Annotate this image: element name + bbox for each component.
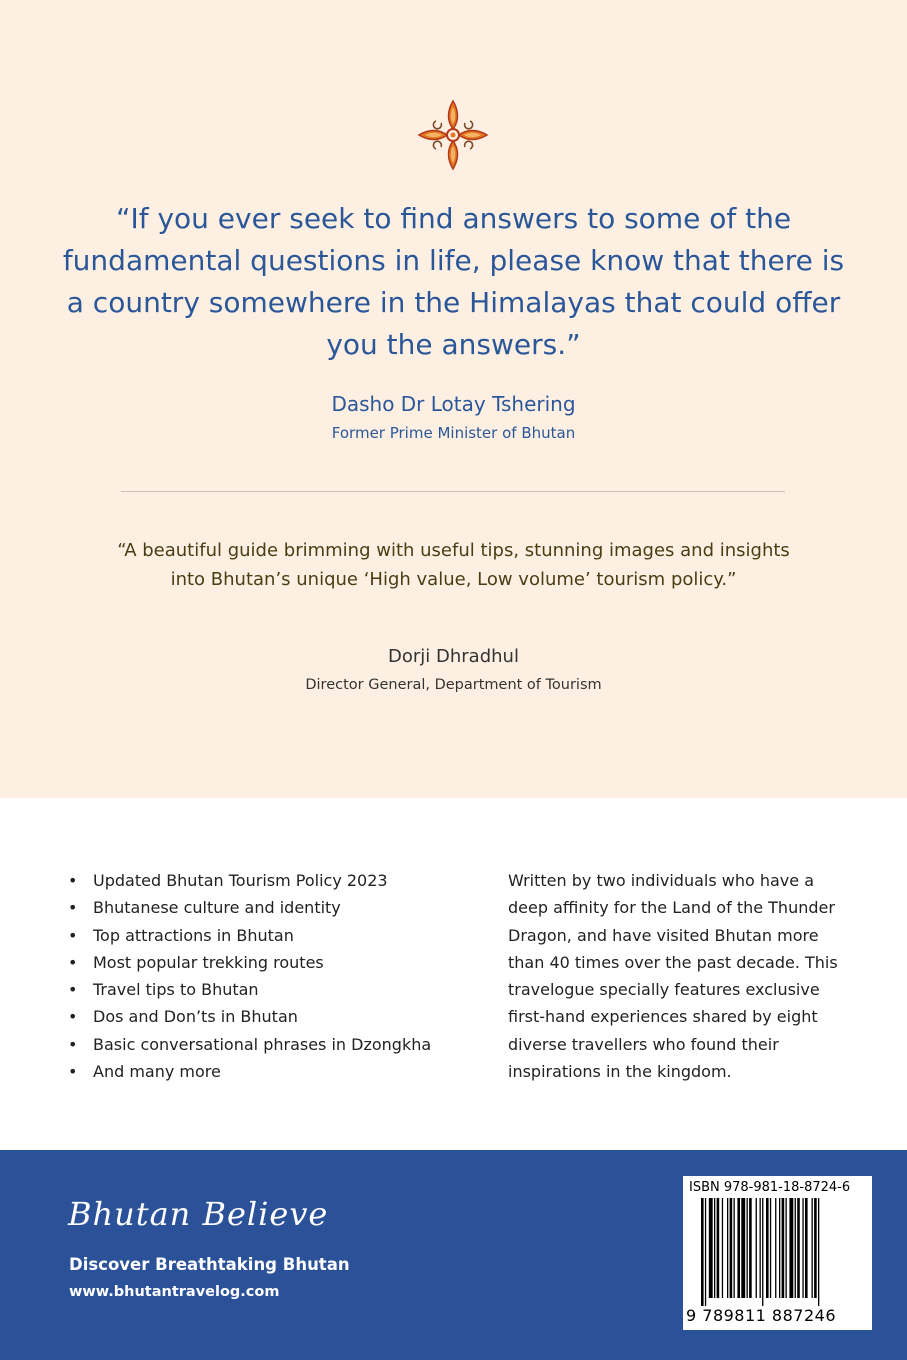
feature-list <box>68 867 431 1085</box>
secondary-quote-author-role: Director General, Department of Tourism <box>305 677 602 693</box>
barcode-bar <box>747 1198 748 1298</box>
list-item: • Updated Bhutan Tourism Policy 2023 <box>68 867 431 894</box>
bullet-icon: • <box>68 925 78 945</box>
barcode-bar <box>779 1198 780 1298</box>
barcode-bar <box>795 1198 796 1298</box>
list-item: • Top attractions in Bhutan <box>68 922 431 949</box>
barcode-bar <box>766 1198 769 1298</box>
barcode-bar <box>737 1198 740 1298</box>
bullet-icon: • <box>68 871 78 890</box>
barcode-bar <box>722 1198 723 1298</box>
tagline: Discover Breathtaking Bhutan <box>69 1255 350 1274</box>
bullet-icon: • <box>68 1034 78 1054</box>
bullet-icon: • <box>68 952 78 972</box>
barcode-bar <box>789 1198 793 1298</box>
list-item: • Basic conversational phrases in Dzongkha <box>68 1031 431 1058</box>
barcode-bar <box>705 1198 706 1306</box>
section-divider <box>121 491 785 492</box>
barcode-bar <box>782 1198 785 1298</box>
bullet-icon: • <box>68 1007 78 1027</box>
barcode-bar <box>717 1198 720 1298</box>
barcode-bar <box>802 1198 803 1298</box>
barcode-bar <box>741 1198 745 1298</box>
barcode-bar <box>701 1198 704 1306</box>
barcode-bar <box>786 1198 787 1298</box>
barcode-bar <box>714 1198 715 1298</box>
website-link[interactable]: www.bhutantravelog.com <box>69 1284 280 1300</box>
main-quote: “If you ever seek to find answers to some of the fundamental questions in life, please know that there is a country somewhere in the Himalayas that could offer you the answers.” <box>62 202 845 361</box>
quote-author: Dasho Dr Lotay Tshering <box>331 392 576 416</box>
barcode-bar <box>775 1198 776 1298</box>
book-description: Written by two individuals who have a deep affinity for the Land of the Thunder Dragon, and have visited Bhutan more than 40 times over the past decade. This travelogue specially features exclusive first-hand experiences shared by eight diverse travellers who found their inspirations in the kingdom. <box>508 871 838 1082</box>
list-item: • And many more <box>68 1058 431 1085</box>
barcode-bar <box>797 1198 800 1298</box>
barcode-bar <box>818 1198 819 1306</box>
list-item: • Most popular trekking routes <box>68 949 431 976</box>
flower-emblem-icon <box>417 98 489 172</box>
barcode-bar <box>760 1198 761 1298</box>
barcode-icon <box>701 1198 856 1306</box>
secondary-quote: “A beautiful guide brimming with useful tips, stunning images and insights into Bhutan’s unique ‘High value, Low volume’ tourism policy.” <box>117 540 790 590</box>
barcode-bar <box>756 1198 757 1298</box>
barcode-bar <box>734 1198 735 1298</box>
quote-author-role: Former Prime Minister of Bhutan <box>331 424 576 442</box>
barcode-bar <box>805 1198 808 1298</box>
bullet-icon: • <box>68 1062 78 1082</box>
barcode-bar <box>727 1198 728 1298</box>
list-item: • Travel tips to Bhutan <box>68 976 431 1003</box>
barcode-bar <box>749 1198 752 1298</box>
bullet-icon: • <box>68 898 78 918</box>
barcode-bar <box>770 1198 771 1298</box>
barcode-bar <box>814 1198 817 1298</box>
list-item: • Bhutanese culture and identity <box>68 894 431 921</box>
isbn-label: ISBN 978-981-18-8724-6 <box>689 1180 851 1195</box>
barcode-bar <box>730 1198 733 1298</box>
list-item: • Dos and Don’ts in Bhutan <box>68 1003 431 1030</box>
barcode-bar <box>812 1198 813 1298</box>
barcode-bar <box>709 1198 713 1298</box>
secondary-quote-author: Dorji Dhradhul <box>388 646 519 667</box>
brand-logo: Bhutan Believe <box>68 1195 329 1233</box>
barcode-digits: 9 789811 887246 <box>686 1306 837 1325</box>
isbn-barcode <box>683 1176 872 1330</box>
barcode-bar <box>762 1198 763 1306</box>
bullet-icon: • <box>68 980 78 1000</box>
